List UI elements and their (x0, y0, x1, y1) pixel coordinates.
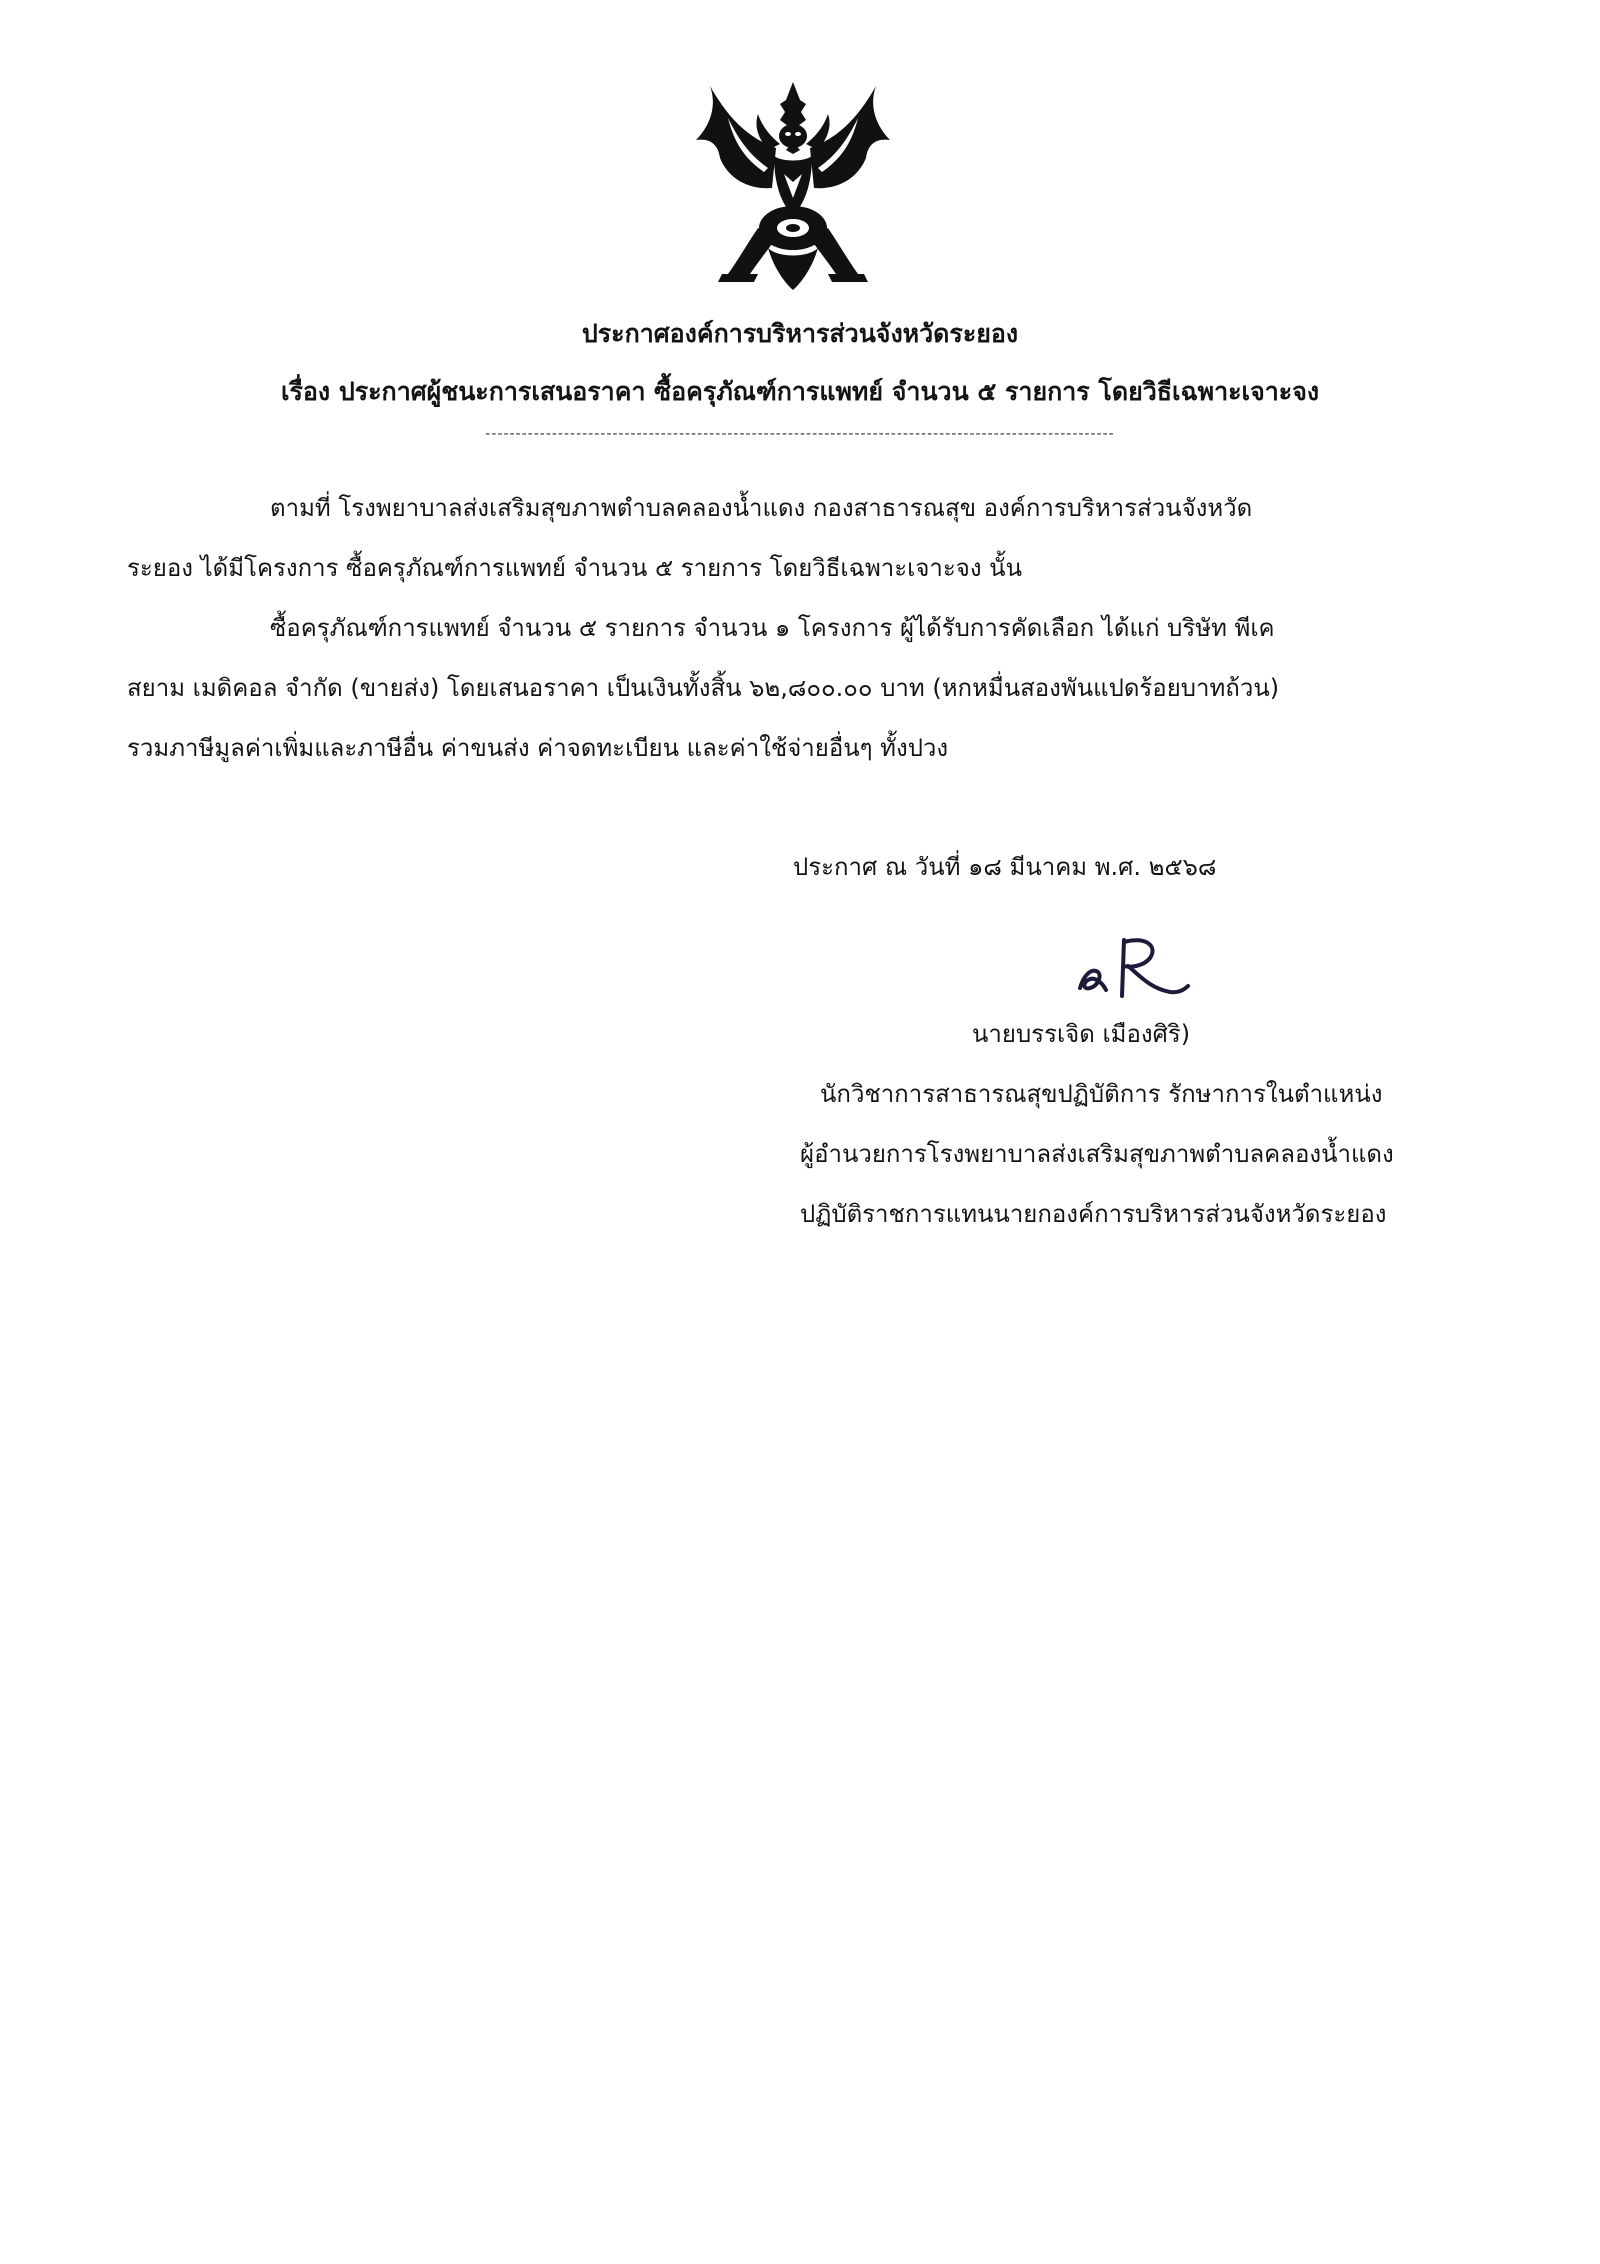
announcement-title: ประกาศองค์การบริหารส่วนจังหวัดระยอง (581, 319, 1019, 348)
handwritten-signature (1066, 930, 1196, 1005)
paragraph-2-line-2: สยาม เมดิคอล จำกัด (ขายส่ง) โดยเสนอราคา เป็นเงินทั้งสิ้น ๖๒,๘๐๐.๐๐ บาท (หกหมื่นสองพันแปดร้อยบาทถ้วน) (127, 674, 1280, 702)
signer-name: นายบรรเจิด เมืองศิริ) (972, 1020, 1191, 1048)
signer-position-line-1: นักวิชาการสาธารณสุขปฏิบัติการ รักษาการในตำแหน่ง (820, 1080, 1383, 1108)
divider-line: -------------------------------------------------------------------------------------------------------- (485, 426, 1115, 442)
announcement-subject: เรื่อง ประกาศผู้ชนะการเสนอราคา ซื้อครุภัณฑ์การแพทย์ จำนวน ๕ รายการ โดยวิธีเฉพาะเจาะจง (280, 377, 1320, 406)
garuda-emblem-icon (688, 78, 898, 293)
signer-position-line-3: ปฏิบัติราชการแทนนายกองค์การบริหารส่วนจังหวัดระยอง (800, 1200, 1387, 1228)
paragraph-1-line-1: ตามที่ โรงพยาบาลส่งเสริมสุขภาพตำบลคลองน้ำแดง กองสาธารณสุข องค์การบริหารส่วนจังหวัด (270, 494, 1253, 522)
paragraph-2-line-3: รวมภาษีมูลค่าเพิ่มและภาษีอื่น ค่าขนส่ง ค่าจดทะเบียน และค่าใช้จ่ายอื่นๆ ทั้งปวง (127, 734, 949, 762)
paragraph-1-line-2: ระยอง ได้มีโครงการ ซื้อครุภัณฑ์การแพทย์ จำนวน ๕ รายการ โดยวิธีเฉพาะเจาะจง นั้น (127, 554, 1022, 582)
announcement-date: ประกาศ ณ วันที่ ๑๘ มีนาคม พ.ศ. ๒๕๖๘ (793, 853, 1217, 881)
signer-position-line-2: ผู้อำนวยการโรงพยาบาลส่งเสริมสุขภาพตำบลคลองน้ำแดง (800, 1140, 1394, 1168)
paragraph-2-line-1: ซื้อครุภัณฑ์การแพทย์ จำนวน ๕ รายการ จำนวน ๑ โครงการ ผู้ได้รับการคัดเลือก ได้แก่ บริษัท พีเค (270, 614, 1275, 642)
